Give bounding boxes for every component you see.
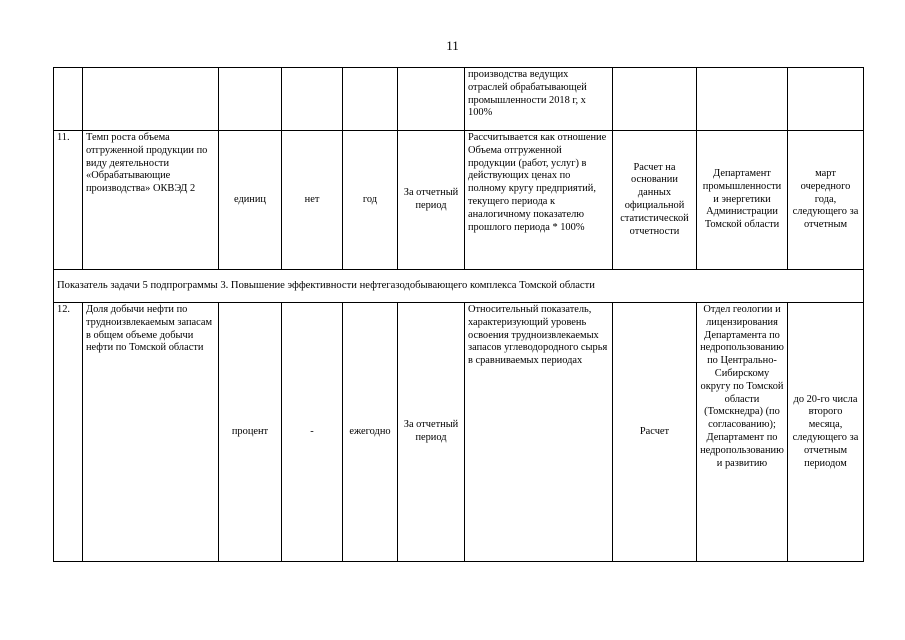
cell-periodicity: ежегодно (343, 303, 398, 562)
cell-empty (788, 68, 864, 131)
cell-indicator-name: Темп роста объема отгруженной продукции по виду деятельности «Обрабатывающие производства» ОКВЭД 2 (83, 131, 219, 270)
cell-value: - (282, 303, 343, 562)
indicators-table (53, 67, 864, 562)
section-title: Показатель задачи 5 подпрограммы 3. Повышение эффективности нефтегазодобывающего комплекса Томской области (54, 270, 864, 303)
cell-indicator-name: Доля добычи нефти по трудноизвлекаемым запасам в общем объеме добычи нефти по Томской области (83, 303, 219, 562)
cell-deadline: март очередного года, следующего за отчетным (788, 131, 864, 270)
cell-method: Рассчитывается как отношение Объема отгруженной продукции (работ, услуг) в действующих ценах по полному кругу предприятий, текущего периода к аналогичному показателю прошлого периода * 100% (465, 131, 613, 270)
section-header-row (54, 270, 864, 303)
cell-periodicity: год (343, 131, 398, 270)
cell-empty (398, 68, 465, 131)
page-number: 11 (446, 38, 459, 53)
cell-empty (219, 68, 282, 131)
cell-row-number: 11. (54, 131, 83, 270)
cell-unit: единиц (219, 131, 282, 270)
cell-responsible: Отдел геологии и лицензирования Департамента по недропользованию по Центрально-Сибирскому округу по Томской области (Томскнедра) (по согласованию); Департамент по недропользованию и развитию (697, 303, 788, 562)
cell-empty (54, 68, 83, 131)
table-row-12 (54, 303, 864, 562)
cell-deadline: до 20-го числа второго месяца, следующего за отчетным периодом (788, 303, 864, 562)
cell-empty (282, 68, 343, 131)
cell-unit: процент (219, 303, 282, 562)
cell-row-number: 12. (54, 303, 83, 562)
cell-responsible: Департамент промышленности и энергетики Администрации Томской области (697, 131, 788, 270)
cell-value: нет (282, 131, 343, 270)
cell-period: За отчетный период (398, 303, 465, 562)
cell-method: производства ведущих отраслей обрабатывающей промышленности 2018 г, x 100% (465, 68, 613, 131)
cell-empty (613, 68, 697, 131)
cell-empty (343, 68, 398, 131)
cell-source: Расчет на основании данных официальной статистической отчетности (613, 131, 697, 270)
table-row-11 (54, 131, 864, 270)
cell-empty (697, 68, 788, 131)
cell-empty (83, 68, 219, 131)
cell-source: Расчет (613, 303, 697, 562)
cell-method: Относительный показатель, характеризующий уровень освоения трудноизвлекаемых запасов углеводородного сырья в сравниваемых периодах (465, 303, 613, 562)
table-row-continuation (54, 68, 864, 131)
cell-period: За отчетный период (398, 131, 465, 270)
